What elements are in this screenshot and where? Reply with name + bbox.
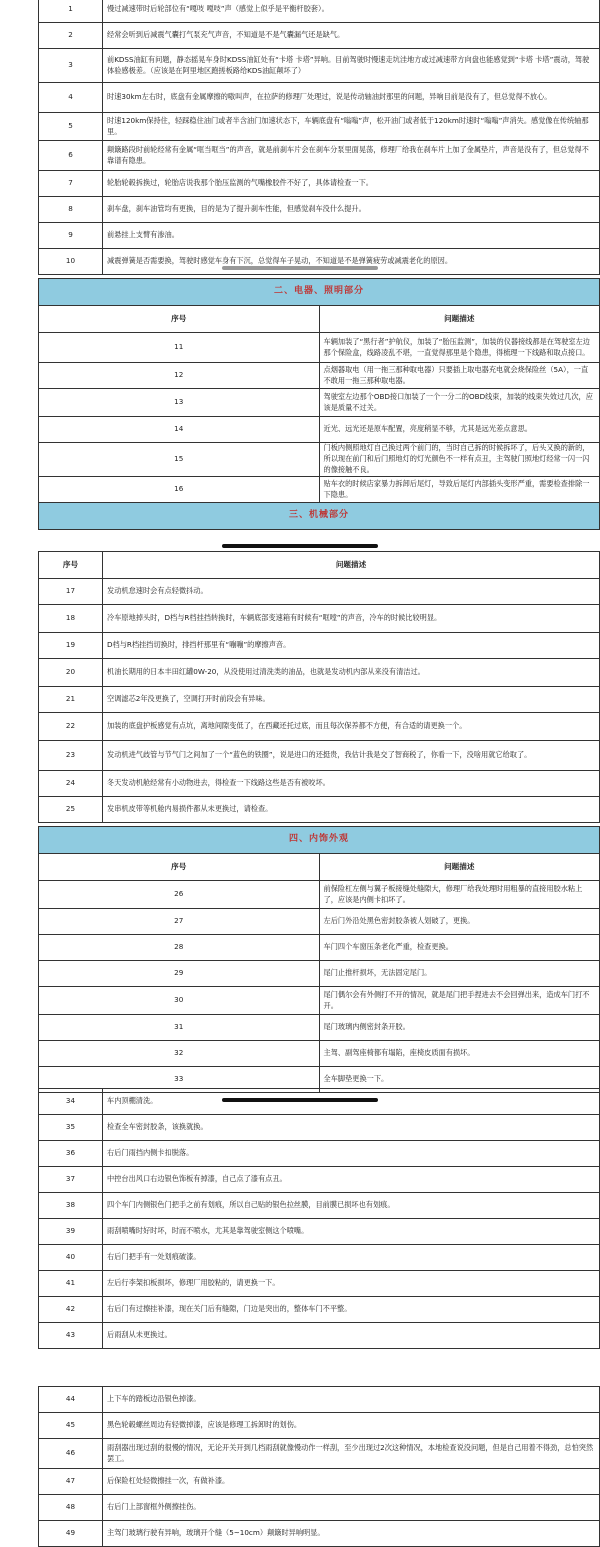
row-num: 15	[39, 443, 320, 477]
page-1	[0, 0, 600, 266]
row-desc: 雨刮喷嘴时好时坏，时而不喷水，尤其是靠驾驶室侧这个喷嘴。	[103, 1219, 600, 1245]
row-num: 10	[39, 249, 103, 275]
row-desc: 车门四个车窗压条老化严重，检查更换。	[319, 935, 600, 961]
row-num: 8	[39, 197, 103, 223]
row-desc: 右后门有过擦挂补漆，现在关门后有缝隙，门边是突出的，整体车门不平整。	[103, 1297, 600, 1323]
row-num: 48	[39, 1495, 103, 1521]
row-num: 45	[39, 1413, 103, 1439]
row-num: 39	[39, 1219, 103, 1245]
row-desc: 经常会听到后减震气囊打气泵充气声音，不知道是不是气囊漏气还是缺气。	[103, 23, 600, 49]
row-num: 35	[39, 1115, 103, 1141]
header-num: 序号	[39, 306, 320, 333]
row-desc: 尾门玻璃内侧密封条开胶。	[319, 1015, 600, 1041]
row-num: 37	[39, 1167, 103, 1193]
row-desc: 空调滤芯2年没更换了，空调打开时前段会有异味。	[103, 687, 600, 713]
row-desc: 黑色轮毂螺丝周边有轻微掉漆，应该是修理工拆卸时的划伤。	[103, 1413, 600, 1439]
row-desc: 颠簸路段时前轮经常有金属“哐当哐当”的声音，就是前刹车片会在刹车分泵里面晃荡，修理厂给我在刹车片上加了金属垫片，声音是没有了，但总觉得不靠谱有隐患。	[103, 141, 600, 171]
row-num: 4	[39, 83, 103, 113]
row-num: 7	[39, 171, 103, 197]
row-desc: 减震弹簧是否需要换，驾驶时感觉车身有下沉，总觉得车子晃动，不知道是不是弹簧疲劳或减震老化的原因。	[103, 249, 600, 275]
page-divider	[222, 266, 378, 270]
row-desc: 刹车盘，刹车油管均有更换，目的是为了提升刹车性能，但感觉刹车没什么提升。	[103, 197, 600, 223]
row-desc: 后保险杠处轻微擦挂一次，有做补漆。	[103, 1469, 600, 1495]
header-num: 序号	[39, 854, 320, 881]
row-desc: 左后行李架扣板损坏，修理厂用胶粘的，请更换一下。	[103, 1271, 600, 1297]
header-num: 序号	[39, 552, 103, 579]
row-desc: D档与R档挂挡切换时，排挡杆那里有“嘣嘣”的摩擦声音。	[103, 633, 600, 659]
header-desc: 问题描述	[319, 306, 600, 333]
row-desc: 发串机皮带等机舱内易损件都从未更换过，请检查。	[103, 797, 600, 823]
row-desc: 轮胎轮毂拆换过，轮胎店说我那个胎压监测的气嘴橡胶件不好了，具体请检查一下。	[103, 171, 600, 197]
row-num: 43	[39, 1323, 103, 1349]
page-4	[0, 826, 600, 1098]
row-num: 40	[39, 1245, 103, 1271]
row-num: 1	[39, 0, 103, 23]
row-desc: 中控台出风口右边银色饰板有掉漆，自己点了漆有点丑。	[103, 1167, 600, 1193]
row-desc: 检查全车密封胶条，该换就换。	[103, 1115, 600, 1141]
row-num: 36	[39, 1141, 103, 1167]
row-desc: 门板内侧照地灯自己换过两个前门的，当时自己拆的时候拆坏了，后头又换的新的，所以现在前门和后门照地灯的灯光颜色不一样有点丑，主驾驶门照地灯经常一闪一闪的像接触不良。	[319, 443, 600, 477]
row-desc: 前保险杠左侧与翼子板接缝处缝隙大，修理厂给我处理时用粗暴的直接用胶水粘上了，应该是内侧卡扣坏了。	[319, 881, 600, 909]
row-desc: 贴车衣的时候店家暴力拆卸后尾灯，导致后尾灯内部插头变形严重，需要检查排除一下隐患。	[319, 477, 600, 503]
row-desc: 右后门把手有一处划痕破漆。	[103, 1245, 600, 1271]
section-title-interior: 四、内饰外观	[39, 827, 600, 854]
header-desc: 问题描述	[319, 854, 600, 881]
row-desc: 点烟器取电（用一拖三那种取电器）只要插上取电器充电就会烧保险丝（5A），一直不敢用一拖三那种取电器。	[319, 363, 600, 389]
row-desc: 上下车的踏板边沿银色掉漆。	[103, 1387, 600, 1413]
row-num: 13	[39, 389, 320, 417]
row-num: 33	[39, 1067, 320, 1093]
row-num: 23	[39, 741, 103, 771]
row-desc: 雨刮器出现过刮的很慢的情况，无论开关开到几档雨刮就像慢动作一样刮，至少出现过2次这种情况，本地检查说没问题，但是自己用着不得劲，总怕突然罢工。	[103, 1439, 600, 1469]
row-desc: 左后门外沿处黑色密封胶条被人划破了，更换。	[319, 909, 600, 935]
row-num: 21	[39, 687, 103, 713]
row-desc: 冬天发动机舱经常有小动物进去，得检查一下线路这些是否有被咬坏。	[103, 771, 600, 797]
row-num: 28	[39, 935, 320, 961]
row-num: 6	[39, 141, 103, 171]
page-6	[0, 1386, 600, 1546]
row-num: 12	[39, 363, 320, 389]
row-desc: 主驾、副驾座椅都有塌陷，座椅皮质面有损坏。	[319, 1041, 600, 1067]
row-desc: 车内顶棚清洗。	[103, 1089, 600, 1115]
row-num: 42	[39, 1297, 103, 1323]
row-num: 30	[39, 987, 320, 1015]
row-num: 26	[39, 881, 320, 909]
row-num: 19	[39, 633, 103, 659]
row-num: 18	[39, 605, 103, 633]
row-num: 29	[39, 961, 320, 987]
row-desc: 冷车原地掉头时，D档与R档挂挡转换时，车辆底部变速箱有时候有“哐嘡”的声音，冷车的时候比较明显。	[103, 605, 600, 633]
row-num: 49	[39, 1521, 103, 1547]
row-num: 17	[39, 579, 103, 605]
row-num: 14	[39, 417, 320, 443]
row-desc: 尾门偶尔会有外侧打不开的情况，就是尾门把手捏进去不会回弹出来，造成车门打不开。	[319, 987, 600, 1015]
row-desc: 驾驶室左边那个OBD接口加装了一个一分二的OBD线束，加装的线束失效过几次，应该是质量不过关。	[319, 389, 600, 417]
row-num: 41	[39, 1271, 103, 1297]
page-divider	[222, 544, 378, 548]
row-desc: 机油长期用的日本丰田红罐0W-20，从没使用过清洗类的油品，也就是发动机内部从来没有清洁过。	[103, 659, 600, 687]
row-desc: 近光、远光还是原车配置，亮度稍显不够，尤其是远光差点意思。	[319, 417, 600, 443]
row-num: 47	[39, 1469, 103, 1495]
page-5	[0, 1096, 600, 1360]
row-desc: 车辆加装了“黑行者”护航仪，加装了“胎压监测”，加装的仪器接线都是在驾驶室左边那个保险盒，线路凌乱不堪，一直觉得那里是个隐患，得梳理一下线路和取点接口。	[319, 333, 600, 363]
row-desc: 前悬挂上支臂有渗油。	[103, 223, 600, 249]
row-desc: 慢过减速带时后轮部位有“嘎吱 嘎吱”声（感觉上似乎是平衡杆胶套）。	[103, 0, 600, 23]
page-2	[0, 278, 600, 526]
row-desc: 全车脚垫更换一下。	[319, 1067, 600, 1093]
header-desc: 问题描述	[103, 552, 600, 579]
row-desc: 右后门上部窗框外侧擦挂伤。	[103, 1495, 600, 1521]
row-desc: 尾门止推杆损坏，无法固定尾门。	[319, 961, 600, 987]
row-num: 5	[39, 113, 103, 141]
row-num: 46	[39, 1439, 103, 1469]
row-num: 2	[39, 23, 103, 49]
row-num: 34	[39, 1089, 103, 1115]
row-num: 24	[39, 771, 103, 797]
section-title-electrical: 二、电器、照明部分	[39, 279, 600, 306]
row-desc: 加装的底盘护板感觉有点坑，离地间隙变低了，在西藏还托过底，而且每次保养都不方便，有合适的请更换一个。	[103, 713, 600, 741]
row-desc: 发动机怠速时会有点轻微抖动。	[103, 579, 600, 605]
row-num: 25	[39, 797, 103, 823]
row-num: 27	[39, 909, 320, 935]
row-num: 20	[39, 659, 103, 687]
row-num: 11	[39, 333, 320, 363]
row-num: 31	[39, 1015, 320, 1041]
row-desc: 主驾门玻璃行驶有异响，玻璃开个缝（5~10cm）颠簸时异响明显。	[103, 1521, 600, 1547]
page-3	[0, 551, 600, 819]
row-num: 38	[39, 1193, 103, 1219]
row-num: 9	[39, 223, 103, 249]
row-desc: 前KDSS油缸有问题，静态摇晃车身时KDSS油缸处有“卡塔 卡塔”异响。目前驾驶时慢速走坑洼地方或过减速带方向盘也能感觉到“卡塔 卡塔”震动，驾驶体验感极差。（应该是在阿里地区跑搓板路给KDS油缸颠坏了）	[103, 49, 600, 83]
row-desc: 时速120km保持住，轻踩稳住油门或者半含油门加速状态下，车辆底盘有“嗡嗡”声，松开油门或者低于120km时速时“嗡嗡”声消失。感觉像在传统轴那里。	[103, 113, 600, 141]
row-num: 3	[39, 49, 103, 83]
section-title-mechanical: 三、机械部分	[39, 503, 600, 530]
row-desc: 四个车门内侧银色门把手之前有划痕，所以自己贴的银色拉丝膜，目前膜已损坏也有划痕。	[103, 1193, 600, 1219]
row-desc: 发动机进气歧管与节气门之间加了一个“蓝色的铁圈”，说是进口的还挺贵，我估计我是交了智商税了，你看一下，没啥用就它给取了。	[103, 741, 600, 771]
row-desc: 右后门雨挡内侧卡扣脱落。	[103, 1141, 600, 1167]
row-desc: 后雨刮从未更换过。	[103, 1323, 600, 1349]
row-num: 32	[39, 1041, 320, 1067]
row-num: 22	[39, 713, 103, 741]
row-num: 44	[39, 1387, 103, 1413]
row-num: 16	[39, 477, 320, 503]
row-desc: 时速30km左右时，底盘有金属摩擦的嗷叫声，在拉萨的修理厂处理过，说是传动轴油封那里的问题，异响目前是没有了，但总觉得不放心。	[103, 83, 600, 113]
